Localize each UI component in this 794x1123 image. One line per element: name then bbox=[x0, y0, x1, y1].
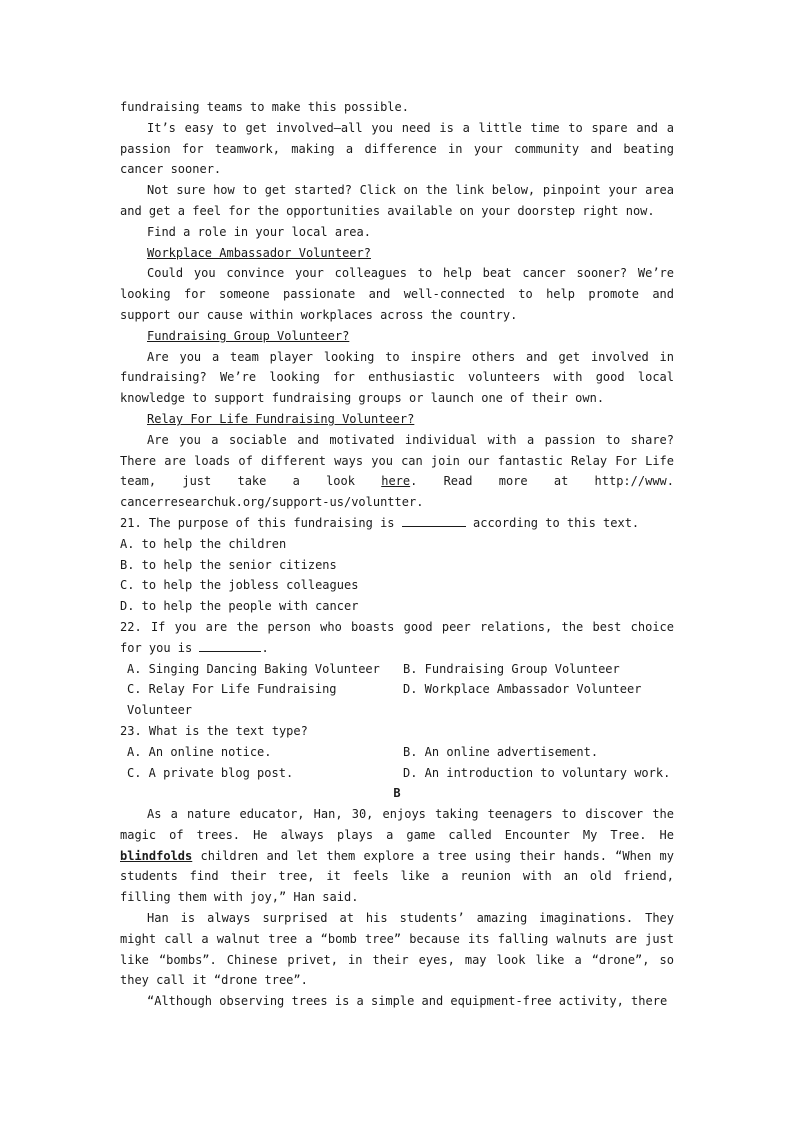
section-heading-fundraising-group bbox=[120, 326, 674, 347]
answer-blank bbox=[199, 638, 261, 652]
paragraph: “Although observing trees is a simple and equipment-free activity, there bbox=[147, 994, 668, 1009]
text: children and let them explore a tree using their hands. “When my students find their tree, it feels like a reunion with an old friend, filling them with joy,” Han said. bbox=[120, 848, 674, 905]
paragraph bbox=[120, 430, 674, 513]
text: Are you a sociable and motivated individual with a passion to share? There are loads of different ways you can join our fantastic Relay For Life team, just take a look bbox=[120, 432, 674, 489]
question-22-stem bbox=[120, 617, 674, 659]
here-link[interactable]: here bbox=[381, 474, 411, 489]
text: 21. The purpose of this fundraising is bbox=[120, 515, 402, 530]
q22-option-b: B. Fundraising Group Volunteer bbox=[403, 661, 620, 676]
section-heading-workplace bbox=[120, 243, 674, 264]
q21-option-a: A. to help the children bbox=[120, 536, 287, 551]
paragraph: Are you a team player looking to inspire others and get involved in fundraising? We’re looking for enthusiastic volunteers with good local knowledge to support fundraising groups or launch one of their own. bbox=[120, 349, 674, 406]
text: As a nature educator, Han, 30, enjoys taking teenagers to discover the magic of trees. He always plays a game called Encounter My Tree. He bbox=[120, 807, 674, 842]
q21-option-b: B. to help the senior citizens bbox=[120, 557, 337, 572]
paragraph: Could you convince your colleagues to help beat cancer sooner? We’re looking for someone passionate and well-connected to help promote and support our cause within workplaces across the country. bbox=[120, 266, 674, 322]
heading-text: Fundraising Group Volunteer? bbox=[147, 328, 350, 343]
text: . Read more at http://www. cancerresearchuk.org/support-us/voluntter. bbox=[120, 474, 674, 510]
q23-option-b: B. An online advertisement. bbox=[403, 744, 599, 759]
paragraph: Not sure how to get started? Click on the link below, pinpoint your area and get a feel for the opportunities available on your doorstep right now. bbox=[120, 183, 674, 218]
passage-b-title: B bbox=[393, 786, 401, 801]
q23-option-c: C. A private blog post. bbox=[127, 765, 294, 780]
paragraph: fundraising teams to make this possible. bbox=[120, 100, 409, 114]
question-21-stem bbox=[120, 513, 674, 534]
paragraph: Han is always surprised at his students’ amazing imaginations. They might call a walnut tree a “bomb tree” because its falling walnuts are just like “bombs”. Chinese privet, in their eyes, may look like a “drone”, so they call it “drone tree”. bbox=[120, 911, 674, 988]
text: . bbox=[261, 640, 269, 655]
text: according to this text. bbox=[465, 515, 640, 530]
question-23-stem: 23. What is the text type? bbox=[120, 723, 308, 738]
keyword-blindfolds: blindfolds bbox=[120, 848, 193, 863]
paragraph: It’s easy to get involved—all you need is a little time to spare and a passion for teamwork, making a difference in your community and beating cancer sooner. bbox=[120, 120, 674, 177]
q22-option-d: D. Workplace Ambassador Volunteer bbox=[403, 682, 642, 697]
answer-blank bbox=[402, 513, 466, 527]
q22-option-a: A. Singing Dancing Baking Volunteer bbox=[127, 661, 380, 676]
text: 22. If you are the person who boasts good peer relations, the best choice for you is bbox=[120, 619, 674, 655]
heading-text: Workplace Ambassador Volunteer? bbox=[147, 245, 371, 260]
q22-options bbox=[120, 659, 674, 721]
q22-option-c: C. Relay For Life Fundraising Volunteer bbox=[127, 682, 337, 718]
paragraph bbox=[120, 804, 674, 908]
q23-options bbox=[120, 742, 674, 784]
section-heading-relay bbox=[120, 409, 674, 430]
heading-text: Relay For Life Fundraising Volunteer? bbox=[147, 411, 415, 426]
q21-option-d: D. to help the people with cancer bbox=[120, 599, 359, 614]
paragraph: Find a role in your local area. bbox=[147, 224, 371, 239]
q23-option-d: D. An introduction to voluntary work. bbox=[403, 765, 671, 780]
q23-option-a: A. An online notice. bbox=[127, 744, 272, 759]
q21-option-c: C. to help the jobless colleagues bbox=[120, 578, 359, 593]
document-page bbox=[120, 97, 674, 1012]
